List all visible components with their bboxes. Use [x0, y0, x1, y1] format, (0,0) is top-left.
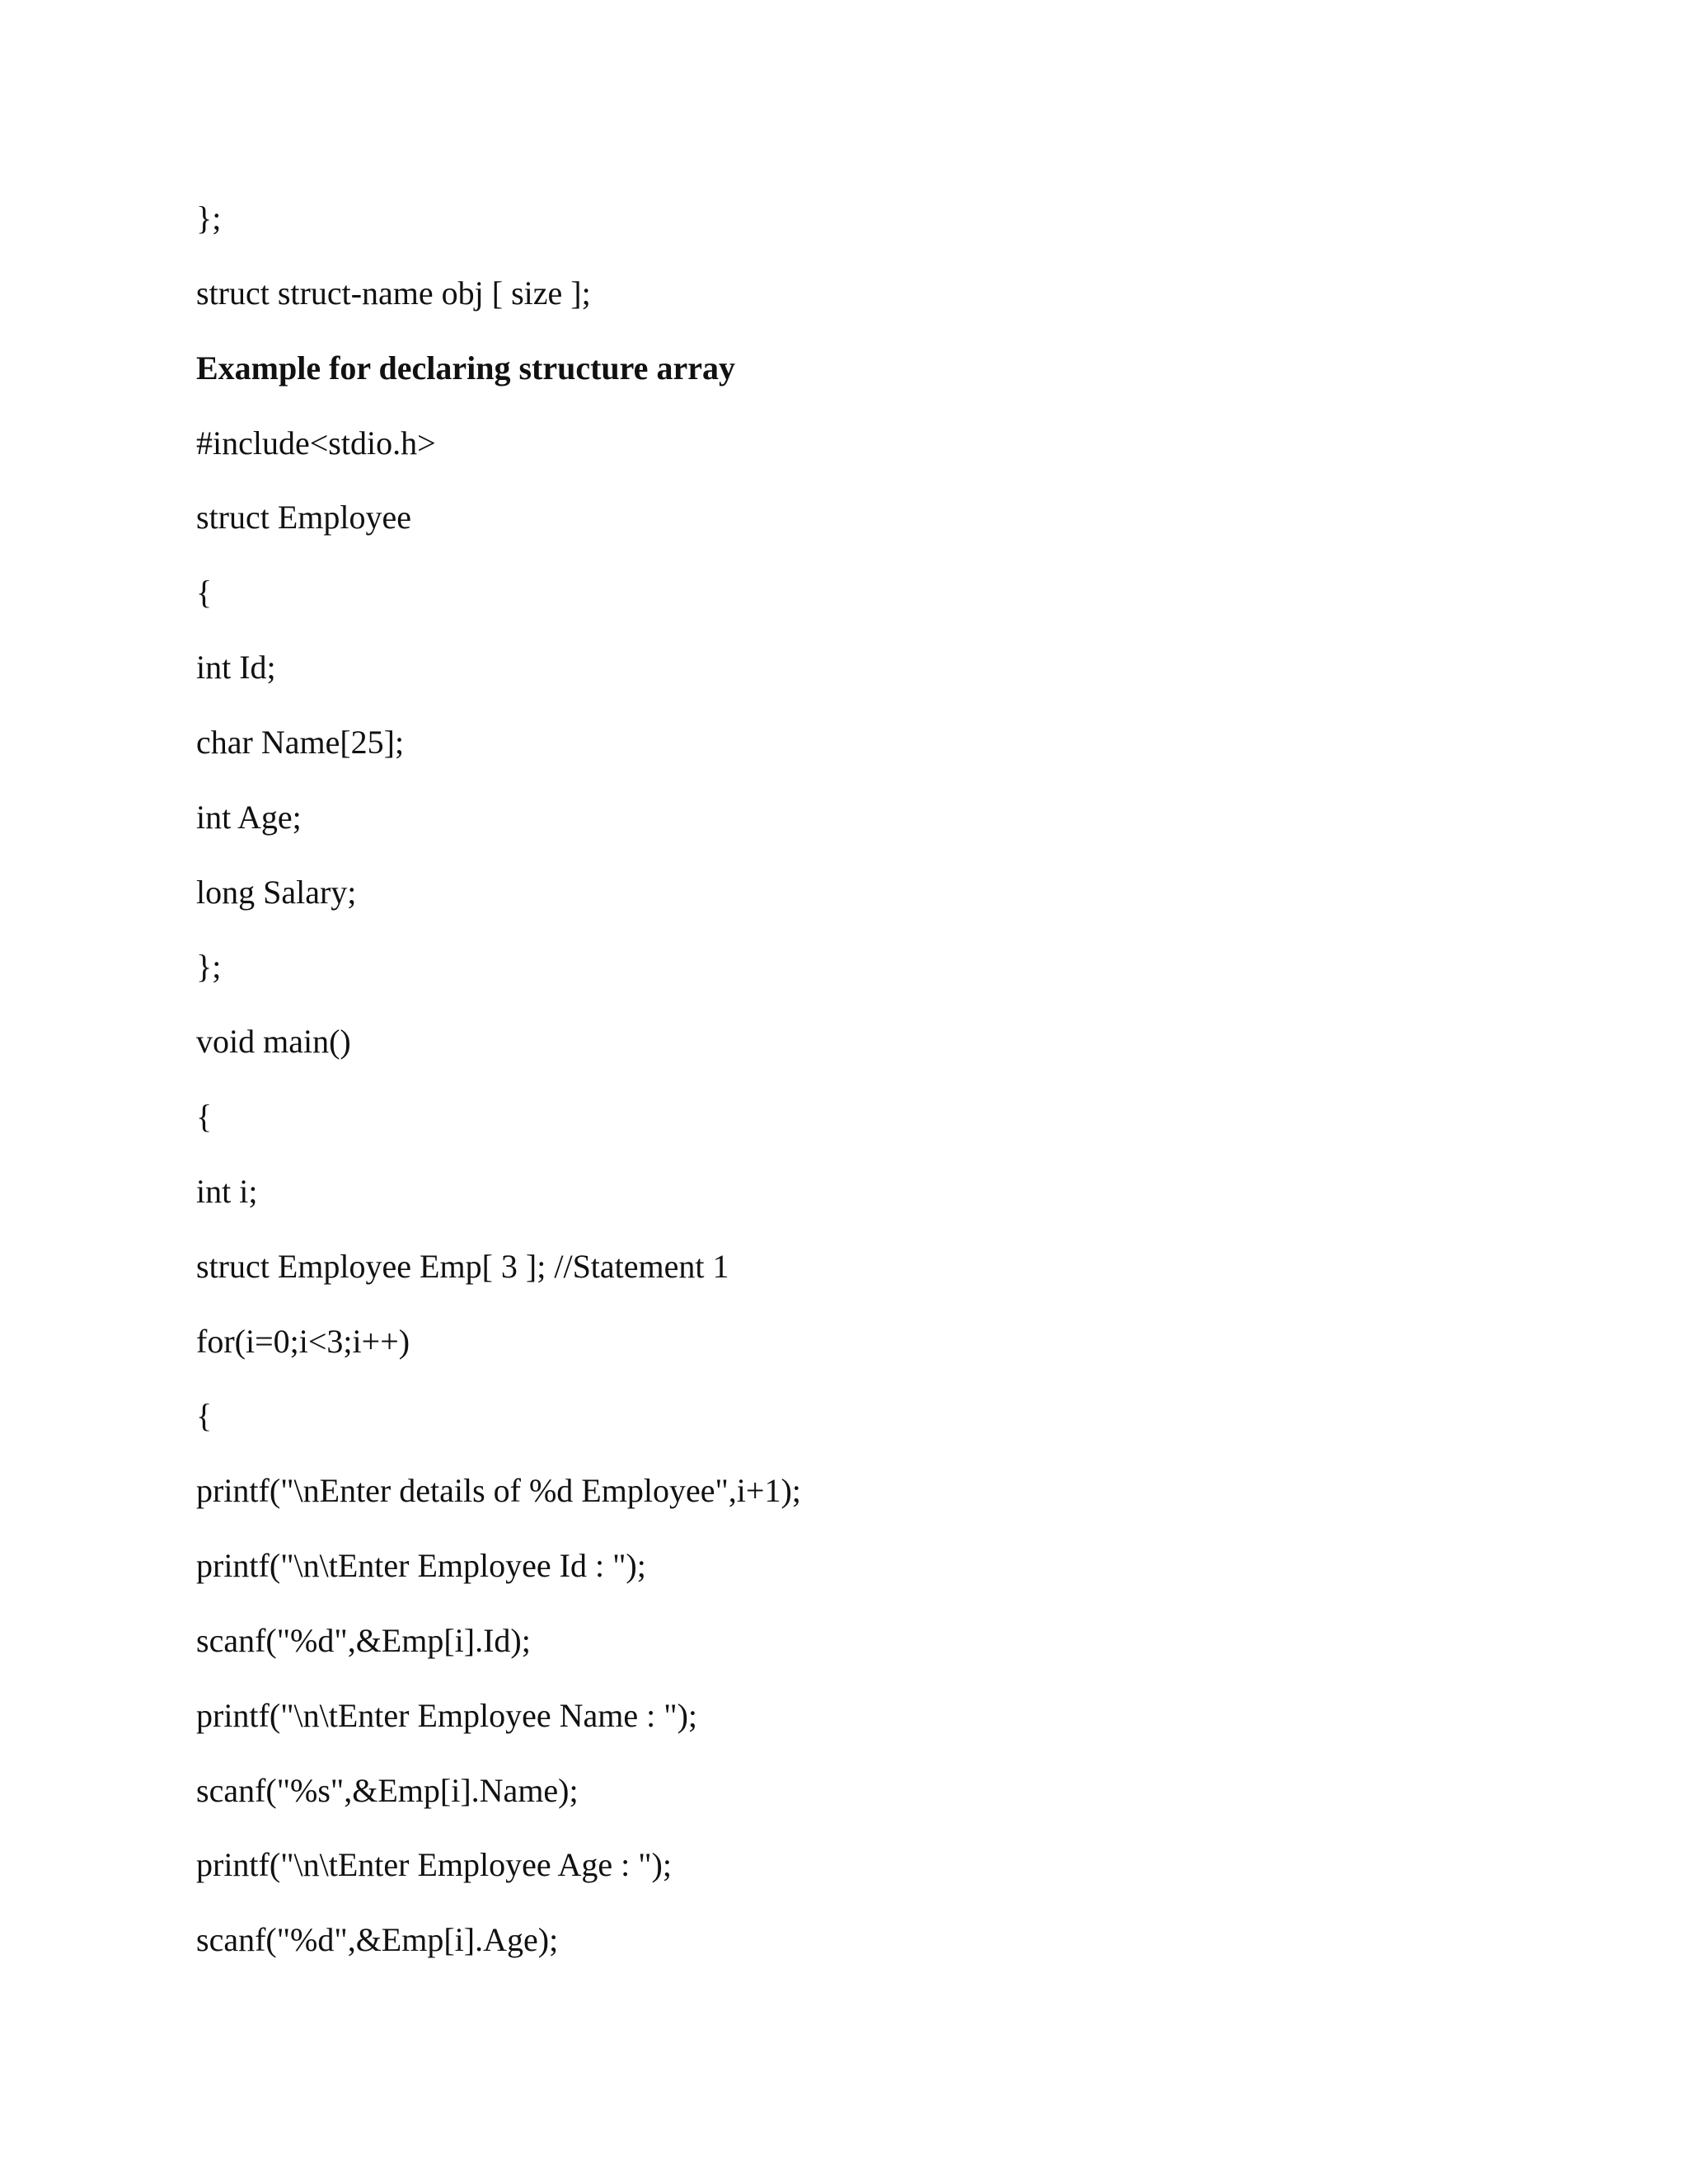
code-line: int Age; [196, 799, 302, 836]
code-line: }; [196, 948, 222, 985]
code-line: printf("\nEnter details of %d Employee",i+1); [196, 1472, 801, 1509]
code-line: { [196, 1397, 213, 1434]
code-line: int i; [196, 1173, 258, 1210]
code-line: printf("\n\tEnter Employee Name : "); [196, 1697, 698, 1734]
code-line: scanf("%s",&Emp[i].Name); [196, 1772, 579, 1809]
code-line: { [196, 1098, 213, 1135]
code-line: { [196, 574, 213, 611]
code-line: long Salary; [196, 874, 357, 911]
syntax-line: struct struct-name obj [ size ]; [196, 274, 591, 312]
section-heading: Example for declaring structure array [196, 349, 735, 387]
code-line: printf("\n\tEnter Employee Age : "); [196, 1846, 672, 1883]
code-line: char Name[25]; [196, 724, 405, 761]
code-line: for(i=0;i<3;i++) [196, 1323, 410, 1360]
text-line: }; [196, 199, 222, 237]
code-line: void main() [196, 1023, 351, 1060]
code-line: struct Employee [196, 499, 412, 536]
code-line: struct Employee Emp[ 3 ]; //Statement 1 [196, 1248, 729, 1285]
code-line: scanf("%d",&Emp[i].Id); [196, 1622, 531, 1659]
code-line: printf("\n\tEnter Employee Id : "); [196, 1547, 646, 1584]
code-line: int Id; [196, 649, 276, 686]
code-line: #include<stdio.h> [196, 424, 436, 462]
code-line: scanf("%d",&Emp[i].Age); [196, 1921, 559, 1958]
